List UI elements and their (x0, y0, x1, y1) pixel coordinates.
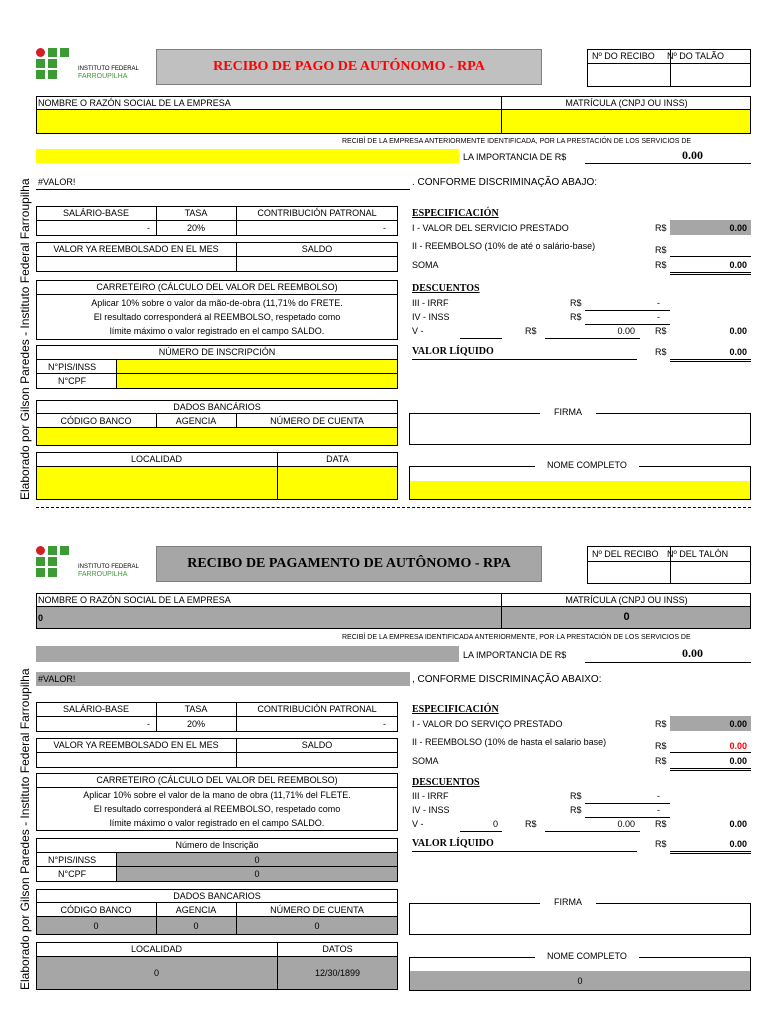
localidad-label: LOCALIDAD (130, 944, 183, 954)
data-value: 12/30/1899 (314, 968, 361, 978)
reemb-label: VALOR YA REEMBOLSADO EN EL MES (53, 740, 219, 750)
reemb-label: VALOR YA REEMBOLSADO EN EL MES (53, 244, 219, 254)
bancarios-input[interactable] (37, 428, 397, 445)
rs-label: R$ (655, 741, 667, 751)
inscripcion-label: NÚMERO DE INSCRIPCIÓN (158, 347, 276, 357)
v-input: 0 (492, 819, 498, 829)
ii-label: II - REEMBOLSO (10% de hasta el salario base) (412, 737, 607, 747)
nome-label: NOME COMPLETO (547, 951, 627, 961)
rs-label: R$ (570, 312, 582, 322)
banco-value: 0 (93, 921, 99, 931)
tasa-label: TASA (184, 704, 208, 714)
nome-label: NOME COMPLETO (547, 460, 627, 470)
i-value: 0.00 (729, 223, 747, 233)
desc-label: DESCUENTOS (412, 777, 480, 788)
data-label: DATA (326, 454, 349, 464)
soma-label: SOMA (412, 756, 439, 766)
logo-line1: INSTITUTO FEDERAL (78, 66, 139, 72)
contrib-label: CONTRIBUCIÓN PATRONAL (257, 704, 377, 714)
logo-line1: INSTITUTO FEDERAL (78, 564, 139, 570)
carreteiro-line3: límite máximo o valor registrado en el campo SALDO. (109, 326, 325, 336)
importancia-value: 0.00 (682, 148, 703, 162)
side-credit-1: Elaborado por Gilson Paredes - Instituto Federal Farroupilha (18, 178, 32, 500)
side-credit-2: Elaborado por Gilson Paredes - Instituto Federal Farroupilha (18, 668, 32, 990)
espec-label: ESPECIFICACIÓN (412, 208, 499, 219)
cpf-label: N°CPF (58, 869, 87, 879)
iii-value: - (657, 298, 660, 308)
cut-line (36, 507, 751, 508)
recibo-label: Nº DEL RECIBO (592, 549, 659, 559)
firma-label: FIRMA (554, 897, 582, 907)
carreteiro-line1: Aplicar 10% sobre o valor da mão-de-obra (11,71% do FRETE. (91, 298, 343, 308)
salario-value: - (147, 719, 150, 729)
empresa-label: NOMBRE O RAZÓN SOCIAL DE LA EMPRESA (38, 595, 231, 605)
carreteiro-label: CARRETEIRO (CÁLCULO DEL VALOR DEL REEMBOLSO) (96, 775, 338, 785)
logo-line2: FARROUPILHA (78, 73, 128, 80)
liquido-value: 0.00 (729, 839, 747, 849)
v-total: 0.00 (729, 819, 747, 829)
rs-label: R$ (655, 223, 667, 233)
carreteiro-line2: El resultado corresponderá al REEMBOLSO, respetado como (93, 804, 341, 814)
nome-input[interactable] (410, 481, 750, 499)
matricula-label: MATRÍCULA (CNPJ OU INSS) (565, 98, 688, 108)
rs-label: R$ (525, 819, 537, 829)
cuenta-value: 0 (314, 921, 320, 931)
empresa-label: NOMBRE O RAZÓN SOCIAL DE LA EMPRESA (38, 98, 231, 108)
iv-value: - (657, 312, 660, 322)
localidad-label: LOCALIDAD (130, 454, 183, 464)
soma-label: SOMA (412, 260, 439, 270)
contrib-value: - (383, 223, 386, 233)
recibi-text: RECIBÍ DE LA EMPRESA IDENTIFICADA ANTERIORMENTE, POR LA PRESTACIÓN DE LOS SERVICIOS DE (342, 634, 691, 641)
logo (36, 546, 146, 586)
logo-line2: FARROUPILHA (78, 571, 128, 578)
iv-value: - (657, 805, 660, 815)
matricula-label: MATRÍCULA (CNPJ OU INSS) (565, 595, 688, 605)
conforme-text: , CONFORME DISCRIMINAÇÃO ABAIXO: (412, 674, 602, 685)
contrib-label: CONTRIBUCIÓN PATRONAL (257, 208, 377, 218)
localidad-value: 0 (153, 968, 159, 978)
valor-text: #VALOR! (38, 177, 76, 187)
cpf-input[interactable] (117, 374, 397, 388)
servicio-value (36, 646, 459, 662)
i-value: 0.00 (729, 719, 747, 729)
receipt-title (156, 546, 542, 582)
rs-label: R$ (525, 326, 537, 336)
rs-label: R$ (570, 805, 582, 815)
salario-label: SALÁRIO-BASE (62, 704, 130, 714)
carreteiro-line2: El resultado corresponderá al REEMBOLSO, respetado como (93, 312, 341, 322)
agencia-label: AGENCIA (175, 905, 217, 915)
talao-label: Nº DEL TALÓN (667, 549, 729, 559)
logo-dot (36, 48, 45, 57)
empresa-input[interactable] (37, 110, 750, 133)
valor-text: #VALOR! (38, 674, 76, 684)
cuenta-label: NÚMERO DE CUENTA (270, 416, 364, 426)
rs-label: R$ (655, 326, 667, 336)
pis-label: N°PIS/INSS (48, 362, 97, 372)
liquido-label: VALOR LÍQUIDO (412, 346, 494, 357)
firma-label: FIRMA (554, 407, 582, 417)
ii-value: 0.00 (729, 741, 747, 751)
v-label: V - (412, 326, 424, 336)
rs-label: R$ (655, 245, 667, 255)
liquido-value: 0.00 (729, 347, 747, 357)
tasa-label: TASA (184, 208, 208, 218)
data-label: DATOS (322, 944, 353, 954)
bancarios-label: DADOS BANCÁRIOS (173, 402, 261, 412)
pis-label: N°PIS/INSS (48, 855, 97, 865)
rs-label: R$ (570, 791, 582, 801)
recibo-label: Nº DO RECIBO (592, 51, 655, 61)
rs-label: R$ (655, 260, 667, 270)
carreteiro-label: CARRETEIRO (CÁLCULO DEL VALOR DEL REEMBOLSO) (96, 282, 338, 292)
v-value: 0.00 (617, 326, 635, 336)
carreteiro-line1: Aplicar 10% sobre el valor de la mano de obra (11,71% del FLETE. (83, 790, 351, 800)
saldo-label: SALDO (301, 244, 333, 254)
v-total: 0.00 (729, 326, 747, 336)
agencia-value: 0 (193, 921, 199, 931)
iv-label: IV - INSS (412, 312, 450, 322)
v-label: V - (412, 819, 424, 829)
espec-label: ESPECIFICACIÓN (412, 704, 499, 715)
v-value: 0.00 (617, 819, 635, 829)
desc-label: DESCUENTOS (412, 283, 480, 294)
rs-label: R$ (655, 719, 667, 729)
salario-value[interactable]: - (147, 223, 150, 233)
i-label: I - VALOR DO SERVIÇO PRESTADO (412, 719, 563, 729)
rs-label: R$ (655, 839, 667, 849)
iii-label: III - IRRF (412, 298, 449, 308)
conforme-text: . CONFORME DISCRIMINAÇÃO ABAJO: (412, 177, 598, 188)
servicio-input[interactable] (36, 149, 459, 163)
localidad-input[interactable] (37, 467, 397, 499)
matricula-value: 0 (623, 611, 630, 623)
inscripcion-label: Número de Inscrição (175, 840, 259, 850)
rs-label: R$ (570, 298, 582, 308)
tasa-value: 20% (186, 223, 205, 233)
talao-label: Nº DO TALÃO (667, 51, 724, 61)
iii-value: - (657, 791, 660, 801)
receipt-title-text: RECIBO DE PAGO DE AUTÓNOMO - RPA (213, 59, 485, 74)
iv-label: IV - INSS (412, 805, 450, 815)
receipt-title-text: RECIBO DE PAGAMENTO DE AUTÔNOMO - RPA (187, 556, 511, 571)
cpf-label: N°CPF (58, 376, 87, 386)
saldo-label: SALDO (301, 740, 333, 750)
cuenta-label: NÚMERO DE CUENTA (270, 905, 364, 915)
banco-label: CÓDIGO BANCO (60, 416, 132, 426)
rs-label: R$ (655, 819, 667, 829)
banco-label: CÓDIGO BANCO (60, 905, 132, 915)
soma-value: 0.00 (729, 756, 747, 766)
recibi-text: RECIBÍ DE LA EMPRESA ANTERIORMENTE IDENTIFICADA, POR LA PRESTACIÓN DE LOS SERVICIOS DE (342, 138, 692, 145)
rs-label: R$ (655, 756, 667, 766)
importancia-label: LA IMPORTANCIA DE R$ (463, 650, 567, 660)
ii-label: II - REEMBOLSO (10% de até o salário-base) (412, 241, 596, 251)
rs-label: R$ (655, 347, 667, 357)
pis-value: 0 (254, 855, 260, 865)
contrib-value: - (383, 719, 386, 729)
cpf-value: 0 (254, 869, 260, 879)
iii-label: III - IRRF (412, 791, 449, 801)
i-label: I - VALOR DEL SERVICIO PRESTADO (412, 223, 569, 233)
agencia-label: AGENCIA (175, 416, 217, 426)
carreteiro-line3: límite máximo o valor registrado en el campo SALDO. (109, 818, 325, 828)
logo (36, 48, 146, 88)
pis-input[interactable] (117, 360, 397, 373)
importancia-value: 0.00 (682, 646, 703, 660)
salario-label: SALÁRIO-BASE (62, 208, 130, 218)
nome-value: 0 (577, 976, 583, 986)
liquido-label: VALOR LÍQUIDO (412, 838, 494, 849)
tasa-value: 20% (186, 719, 205, 729)
soma-value: 0.00 (729, 260, 747, 270)
logo-dot (36, 546, 45, 555)
receipt-title (156, 49, 542, 85)
importancia-label: LA IMPORTANCIA DE R$ (463, 152, 567, 162)
empresa-value: 0 (38, 613, 44, 623)
bancarios-label: DADOS BANCARIOS (173, 891, 261, 901)
